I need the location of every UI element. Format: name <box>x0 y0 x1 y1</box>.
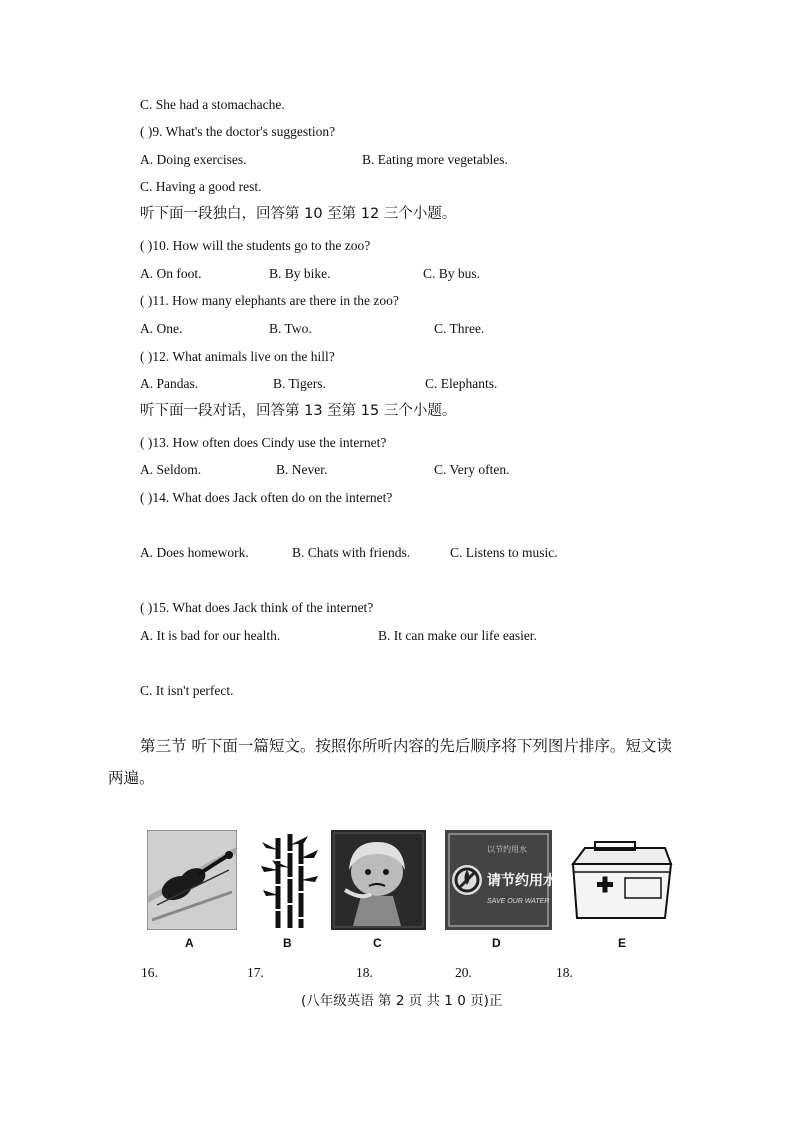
violin-icon <box>147 830 237 930</box>
q9-option-b: B. Eating more vegetables. <box>362 152 508 167</box>
picture-e-first-aid-kit <box>565 830 675 930</box>
picture-c-sick-child <box>331 830 426 930</box>
q14-option-c: C. Listens to music. <box>450 545 558 560</box>
q13-option-c: C. Very often. <box>434 462 510 477</box>
answer-slot-4: 20. <box>455 965 472 980</box>
q9-option-c: C. Having a good rest. <box>140 179 262 194</box>
picture-d-save-water-sign <box>445 830 557 930</box>
bamboo-icon <box>258 830 320 930</box>
question-12: ( )12. What animals live on the hill? <box>140 349 335 364</box>
first-aid-kit-icon <box>565 830 675 930</box>
q11-option-c: C. Three. <box>434 321 485 336</box>
q10-option-c: C. By bus. <box>423 266 481 281</box>
question-15: ( )15. What does Jack think of the internet? <box>140 600 374 615</box>
sign-sub-text: SAVE OUR WATER <box>487 898 550 905</box>
q10-option-b: B. By bike. <box>269 266 331 281</box>
picture-b-label: B <box>283 936 292 950</box>
q8-option-c: C. She had a stomachache. <box>140 97 285 112</box>
section-instruction-monologue: 听下面一段独白，回答第 10 至第 12 三个小题。 <box>140 206 457 222</box>
q9-option-a: A. Doing exercises. <box>140 152 247 167</box>
q11-option-a: A. One. <box>140 321 183 336</box>
q15-option-a: A. It is bad for our health. <box>140 628 281 643</box>
q10-option-a: A. On foot. <box>140 266 202 281</box>
picture-b-bamboo <box>258 830 320 930</box>
q15-option-b: B. It can make our life easier. <box>378 628 537 643</box>
question-13: ( )13. How often does Cindy use the internet? <box>140 435 387 450</box>
sick-child-icon <box>331 830 426 930</box>
question-9: ( )9. What's the doctor's suggestion? <box>140 124 336 139</box>
answer-slot-2: 17. <box>247 965 264 980</box>
question-10: ( )10. How will the students go to the zoo? <box>140 238 371 253</box>
q12-option-a: A. Pandas. <box>140 376 199 391</box>
q13-option-b: B. Never. <box>276 462 328 477</box>
q11-option-b: B. Two. <box>269 321 312 336</box>
picture-d-label: D <box>492 936 501 950</box>
answer-slot-3: 18. <box>356 965 373 980</box>
section-instruction-dialogue: 听下面一段对话，回答第 13 至第 15 三个小题。 <box>140 403 457 419</box>
q12-option-c: C. Elephants. <box>425 376 498 391</box>
picture-c-label: C <box>373 936 382 950</box>
sign-main-text: 请节约用水 <box>487 873 557 889</box>
picture-e-label: E <box>618 936 627 950</box>
q15-option-c: C. It isn't perfect. <box>140 683 234 698</box>
q14-option-a: A. Does homework. <box>140 545 249 560</box>
sign-top-text: 以节约用水 <box>487 845 527 854</box>
answer-slot-5: 18. <box>556 965 573 980</box>
picture-a-label: A <box>185 936 194 950</box>
q12-option-b: B. Tigers. <box>273 376 326 391</box>
question-14: ( )14. What does Jack often do on the internet? <box>140 490 393 505</box>
question-11: ( )11. How many elephants are there in the zoo? <box>140 293 399 308</box>
page-footer: (八年级英语 第 2 页 共 1 0 页)正 <box>301 993 503 1009</box>
q13-option-a: A. Seldom. <box>140 462 202 477</box>
picture-a-violin <box>147 830 237 930</box>
q14-option-b: B. Chats with friends. <box>292 545 411 560</box>
section-three-instruction-cont: 两遍。 <box>108 769 155 787</box>
section-three-instruction: 第三节 听下面一篇短文。按照你所听内容的先后顺序将下列图片排序。短文读 <box>140 737 672 755</box>
answer-slot-1: 16. <box>141 965 158 980</box>
